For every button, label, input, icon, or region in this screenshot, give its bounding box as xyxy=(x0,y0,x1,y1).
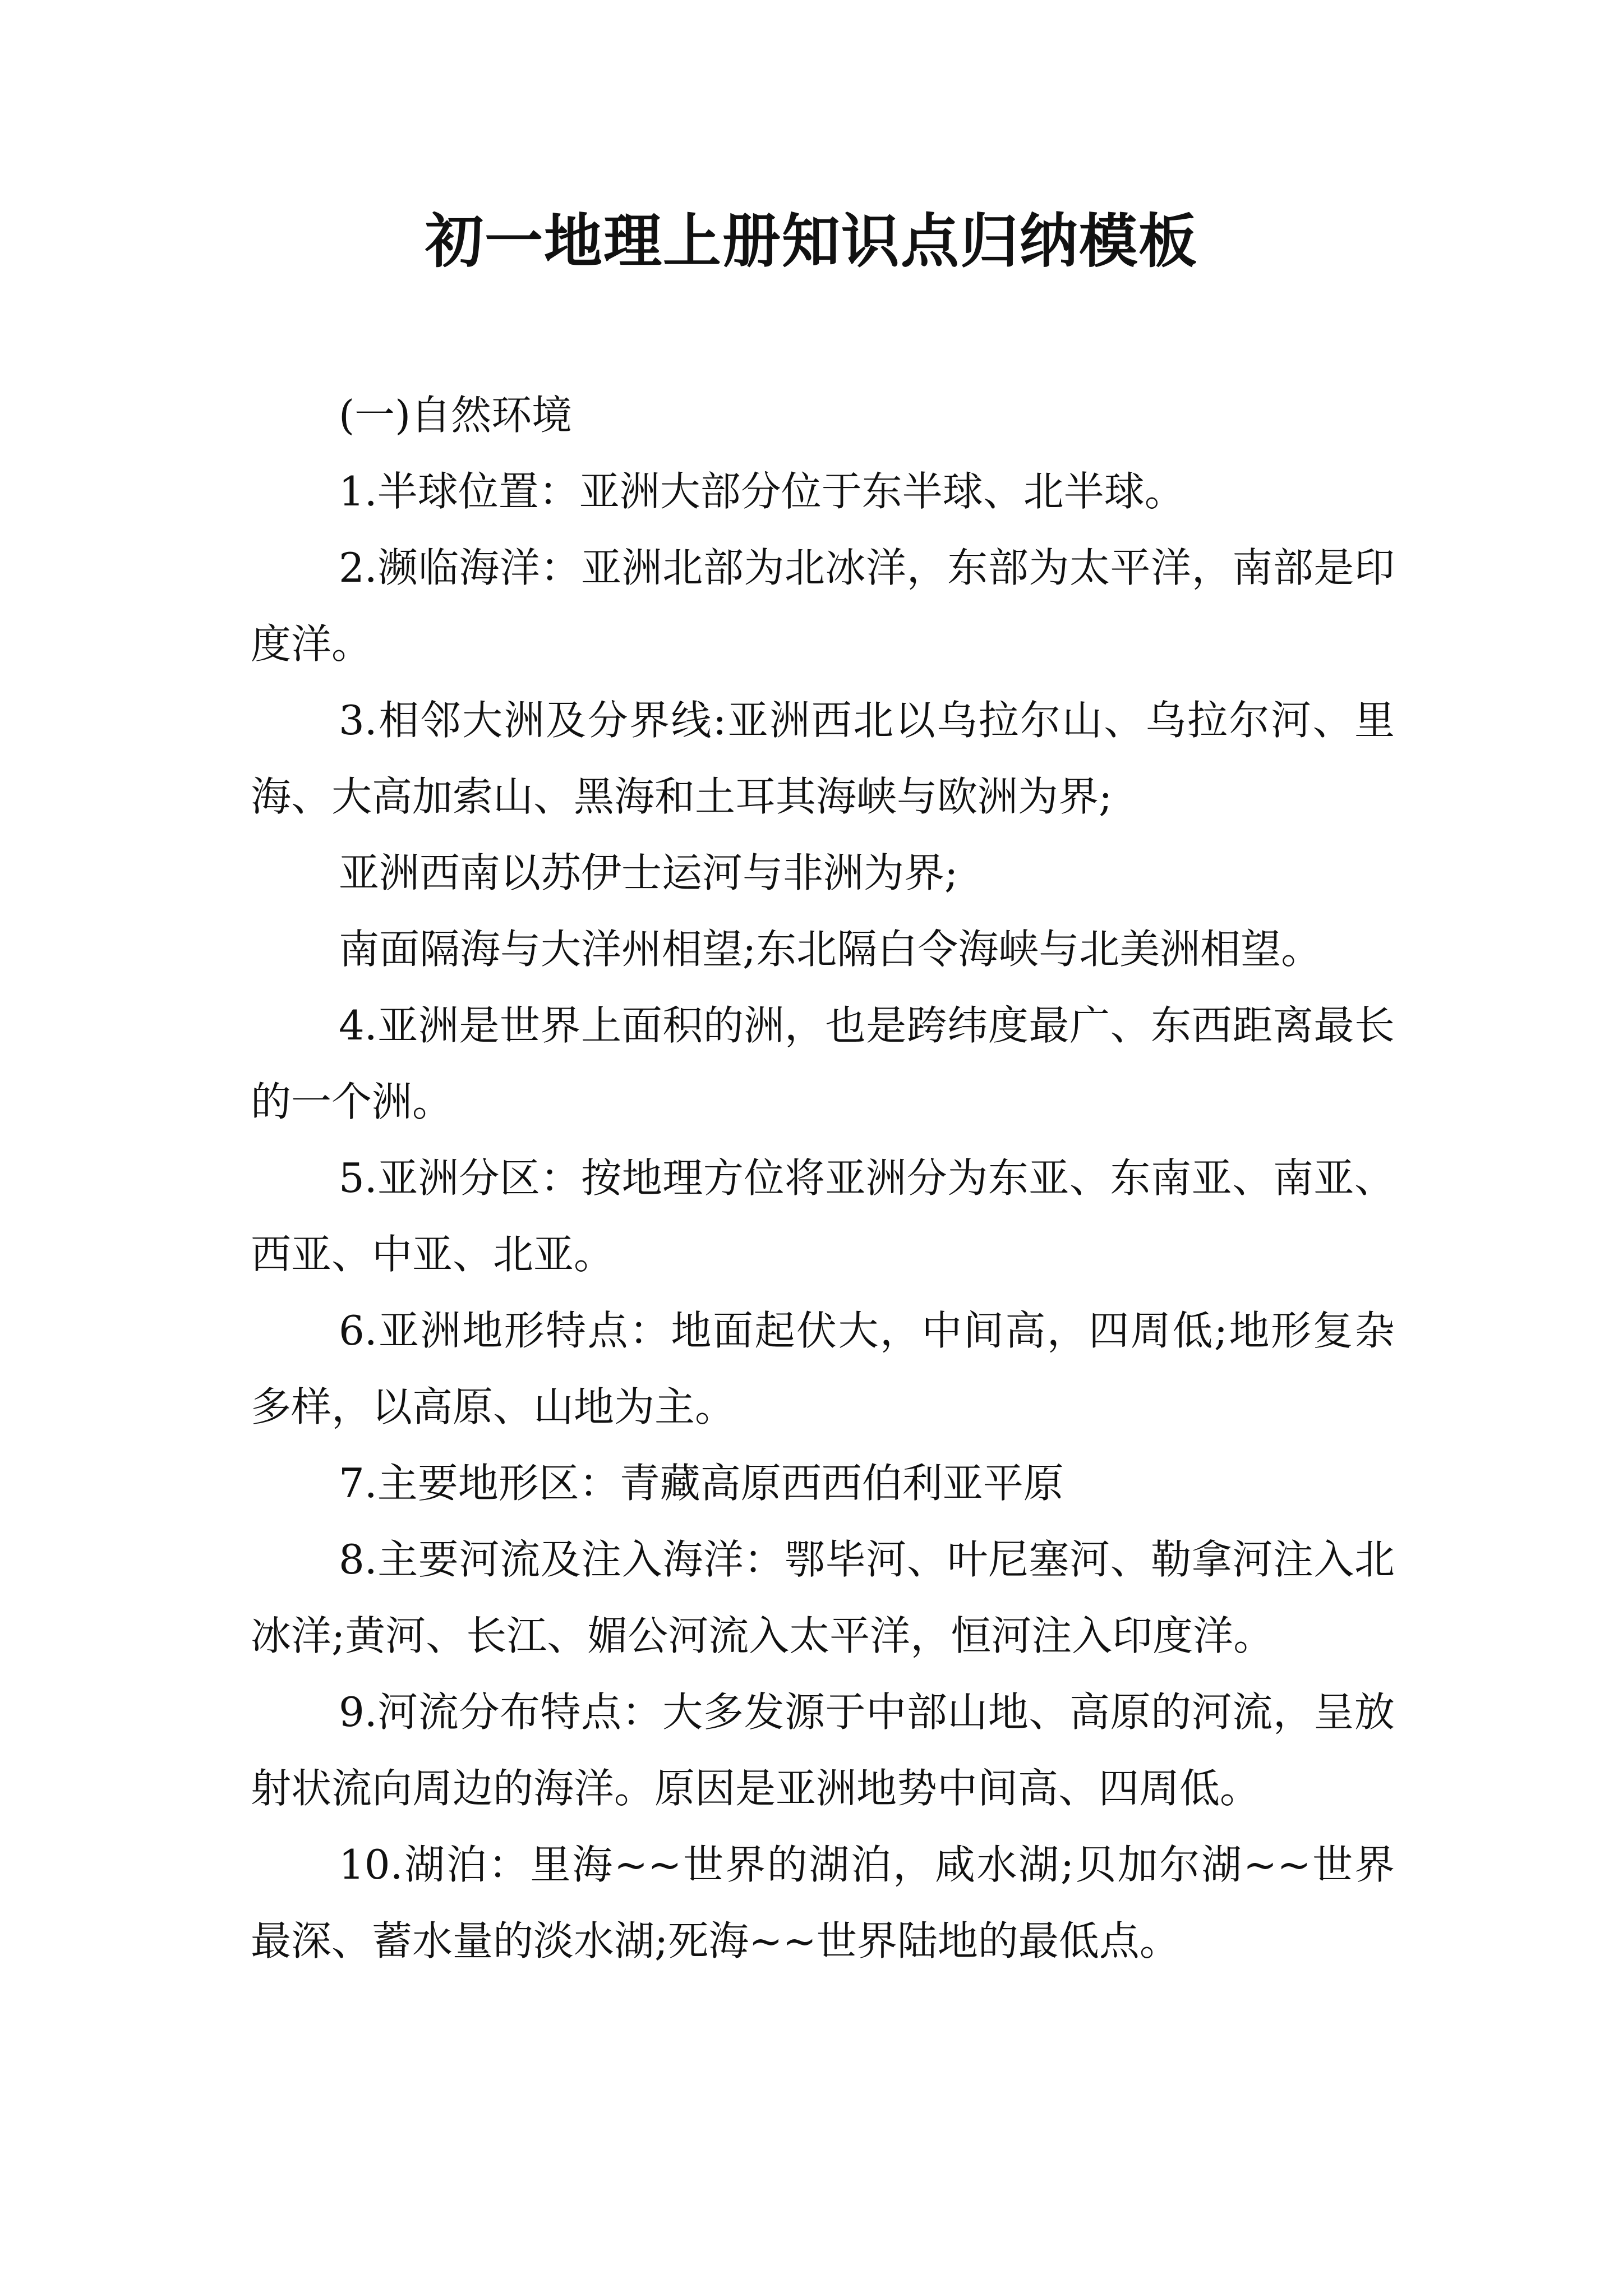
paragraph-9: 9.河流分布特点：大多发源于中部山地、高原的河流，呈放射状流向周边的海洋。原因是亚洲地势中间高、四周低。 xyxy=(251,1688,1395,1812)
paragraph-1: 1.半球位置：亚洲大部分位于东半球、北半球。 xyxy=(339,468,1185,515)
paragraph-7: 7.主要地形区：青藏高原西西伯利亚平原 xyxy=(339,1460,1064,1507)
paragraph-3: 3.相邻大洲及分界线:亚洲西北以乌拉尔山、乌拉尔河、里海、大高加索山、黑海和土耳其海峡与欧洲为界; xyxy=(251,697,1395,820)
paragraph-5: 5.亚洲分区：按地理方位将亚洲分为东亚、东南亚、南亚、西亚、中亚、北亚。 xyxy=(251,1154,1395,1278)
paragraph-3-continued-a: 亚洲西南以苏伊士运河与非洲为界; xyxy=(339,849,958,896)
paragraph-8: 8.主要河流及注入海洋：鄂毕河、叶尼塞河、勒拿河注入北冰洋;黄河、长江、媚公河流入太平洋，恒河注入印度洋。 xyxy=(251,1536,1395,1659)
document-title: 初一地理上册知识点归纳模板 xyxy=(425,207,1198,275)
paragraph-10: 10.湖泊：里海~~世界的湖泊，咸水湖;贝加尔湖~~世界最深、蓄水量的淡水湖;死海~~世界陆地的最低点。 xyxy=(251,1841,1395,1964)
document-body xyxy=(251,377,1395,1979)
paragraph-section-heading: (一)自然环境 xyxy=(339,392,573,439)
paragraph-2: 2.濒临海洋：亚洲北部为北冰洋，东部为太平洋，南部是印度洋。 xyxy=(251,544,1395,668)
paragraph-3-continued-b: 南面隔海与大洋州相望;东北隔白令海峡与北美洲相望。 xyxy=(339,926,1322,973)
paragraph-6: 6.亚洲地形特点：地面起伏大，中间高，四周低;地形复杂多样，以高原、山地为主。 xyxy=(251,1307,1395,1430)
paragraph-4: 4.亚洲是世界上面积的洲，也是跨纬度最广、东西距离最长的一个洲。 xyxy=(251,1002,1395,1125)
